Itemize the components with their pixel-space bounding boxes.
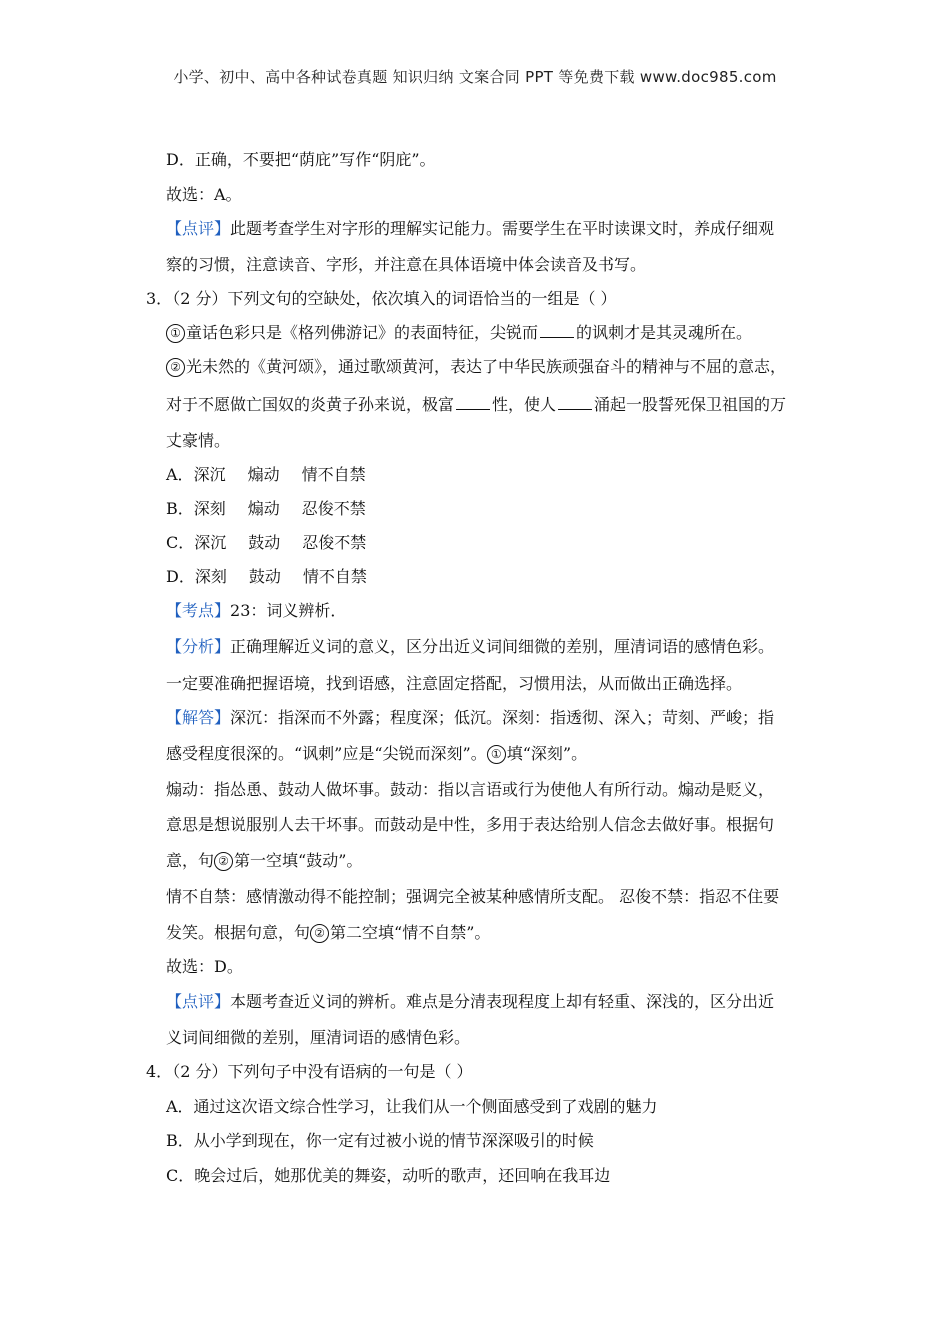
- page-header: 小学、初中、高中各种试卷真题 知识归纳 文案合同 PPT 等免费下载 www.doc985.com: [173, 68, 777, 86]
- blank-3: [558, 395, 592, 410]
- question-3-stem: 3．（2 分）下列文句的空缺处，依次填入的词语恰当的一组是（ ）: [146, 289, 617, 308]
- solution-line-3: 煽动：指怂恿、鼓动人做坏事。鼓动：指以言语或行为使他人有所行动。煽动是贬义，: [166, 780, 775, 799]
- solution-line-6: 情不自禁：感情激动得不能控制；强调完全被某种感情所支配。 忍俊不禁：指忍不住要: [166, 887, 780, 906]
- circled-number-2: ②: [214, 852, 233, 871]
- solution-line-2: 感受程度很深的。“讽刺”应是“尖锐而深刻”。 ① 填“深刻”。: [166, 744, 588, 763]
- circled-number-1: ①: [487, 745, 506, 764]
- review-tag: 【点评】: [166, 219, 231, 238]
- solution-tag: 【解答】: [166, 708, 231, 727]
- question-3-answer: 故选：D。: [166, 957, 243, 976]
- sentence-2-line-3: 丈豪情。: [166, 431, 231, 450]
- circled-number-2: ②: [310, 924, 329, 943]
- q4-option-a: A．通过这次语文综合性学习，让我们从一个侧面感受到了戏剧的魅力: [166, 1097, 658, 1116]
- question-number: 4．: [146, 1062, 173, 1081]
- option-b: B．深刻 煽动 忍俊不禁: [166, 499, 366, 518]
- solution-line-1: 【解答】深沉：指深而不外露；程度深；低沉。深刻：指透彻、深入；苛刻、严峻；指: [166, 708, 775, 727]
- sentence-2-line-1: ② 光未然的《黄河颂》，通过歌颂黄河，表达了中华民族顽强奋斗的精神与不屈的意志，: [166, 357, 786, 377]
- question-number: 3．: [146, 289, 173, 308]
- prev-answer: 故选：A。: [166, 185, 242, 204]
- option-a: A．深沉 煽动 情不自禁: [166, 465, 366, 484]
- circled-number-1: ①: [166, 324, 185, 343]
- review-tag: 【点评】: [166, 992, 231, 1011]
- question-4-stem: 4．（2 分）下列句子中没有语病的一句是（ ）: [146, 1062, 473, 1081]
- review-line-2: 义词间细微的差别，厘清词语的感情色彩。: [166, 1028, 471, 1047]
- prev-option-d: D．正确，不要把“荫庇”写作“阴庇”。: [166, 150, 436, 169]
- sentence-1: ① 童话色彩只是《格列佛游记》的表面特征，尖锐而 的讽刺才是其灵魂所在。: [166, 323, 752, 343]
- blank-2: [456, 395, 490, 410]
- blank-1: [540, 323, 574, 338]
- analysis-tag: 【分析】: [166, 637, 231, 656]
- sentence-2-line-2: 对于不愿做亡国奴的炎黄子孙来说，极富 性，使人 涌起一股誓死保卫祖国的万: [166, 395, 787, 414]
- review-line-1: 【点评】本题考查近义词的辨析。难点是分清表现程度上却有轻重、深浅的，区分出近: [166, 992, 775, 1011]
- analysis-line-1: 【分析】正确理解近义词的意义，区分出近义词间细微的差别，厘清词语的感情色彩。: [166, 637, 775, 656]
- prev-review-line-2: 察的习惯，注意读音、字形，并注意在具体语境中体会读音及书写。: [166, 255, 647, 274]
- option-c: C．深沉 鼓动 忍俊不禁: [166, 533, 367, 552]
- knowledge-tag: 【考点】: [166, 601, 231, 620]
- solution-line-5: 意，句 ② 第一空填“鼓动”。: [166, 851, 363, 870]
- q4-option-c: C．晚会过后，她那优美的舞姿，动听的歌声，还回响在我耳边: [166, 1166, 611, 1185]
- circled-number-2: ②: [166, 358, 185, 377]
- knowledge-point: 【考点】23：词义辨析．: [166, 601, 347, 620]
- analysis-line-2: 一定要准确把握语境，找到语感，注意固定搭配，习惯用法，从而做出正确选择。: [166, 674, 743, 693]
- prev-review-line-1: 【点评】此题考查学生对字形的理解实记能力。需要学生在平时读课文时，养成仔细观: [166, 219, 775, 238]
- solution-line-4: 意思是想说服别人去干坏事。而鼓动是中性，多用于表达给别人信念去做好事。根据句: [166, 815, 775, 834]
- option-d: D．深刻 鼓动 情不自禁: [166, 567, 367, 586]
- solution-line-7: 发笑。根据句意，句 ② 第二空填“情不自禁”。: [166, 923, 491, 942]
- q4-option-b: B．从小学到现在，你一定有过被小说的情节深深吸引的时候: [166, 1131, 594, 1150]
